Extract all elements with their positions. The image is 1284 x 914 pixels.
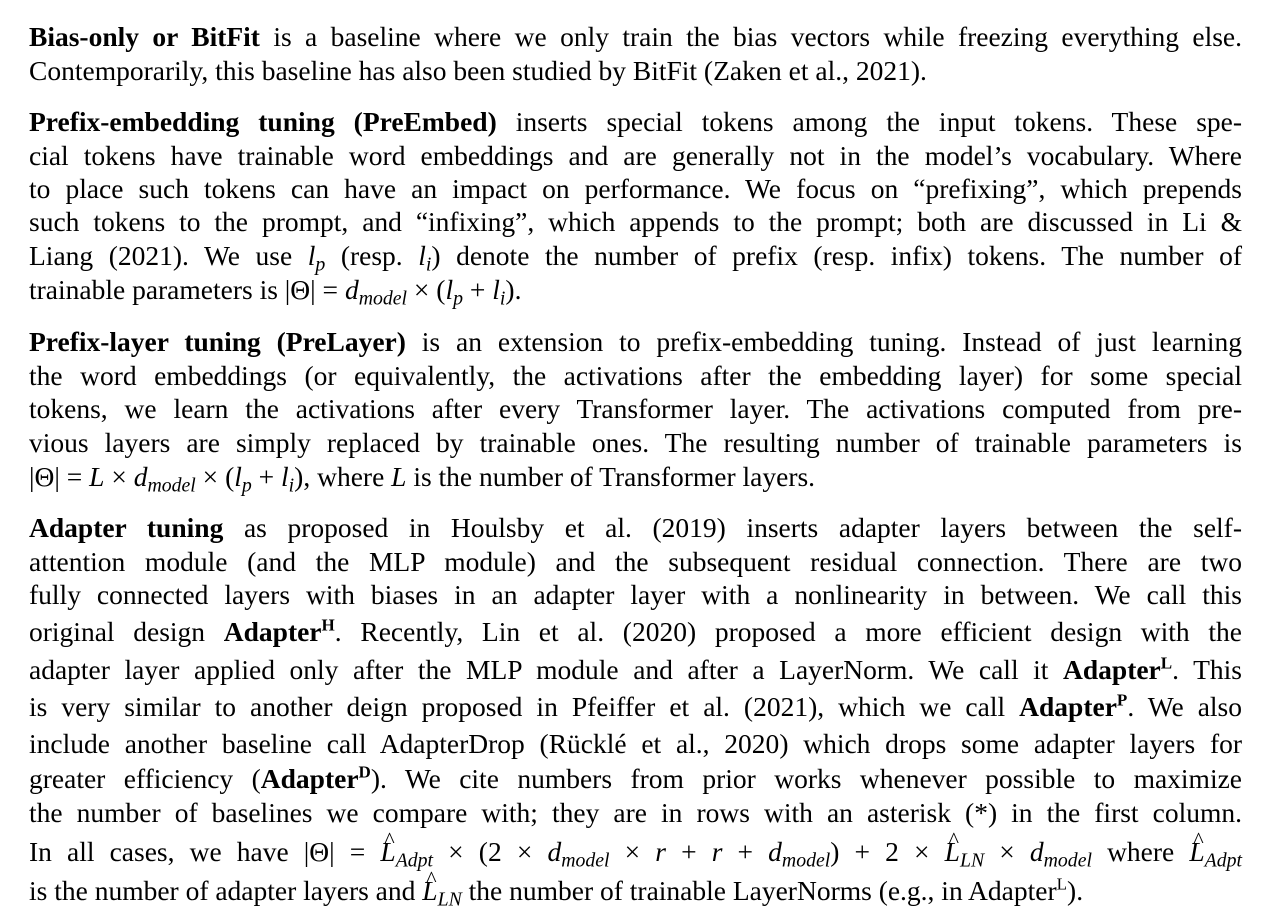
citation-houlsby-2019[interactable]: Houlsby et al. (2019) bbox=[450, 512, 726, 543]
para-preembed-line-1: Prefix-embedding tuning (PreEmbed) inserts special tokens among the input tokens. These spe- bbox=[29, 106, 1243, 137]
heading-bias-only-bitfit: Bias-only or BitFit bbox=[29, 21, 260, 52]
math-L: L bbox=[391, 461, 407, 492]
term-adapter-l: Adapter$^L$ bbox=[1063, 653, 1173, 685]
para-preembed-line-6: trainable parameters is $|\Theta| = d_{model} \times (l_p + l_i)$. bbox=[29, 274, 522, 310]
term-adapter-p: Adapter$^P$ bbox=[1019, 690, 1128, 722]
math-preembed-param-count: $|\Theta| = d_{model} \times (l_p + l_i)$ bbox=[284, 274, 515, 310]
heading-prefix-embedding-tuning: Prefix-embedding tuning (PreEmbed) bbox=[29, 106, 497, 137]
math-lp: $l_p$ bbox=[307, 240, 326, 276]
math-L-ln: ^ $L_{LN}$ bbox=[422, 875, 462, 906]
term-adapter-d: Adapter$^D$ bbox=[260, 762, 371, 794]
para-prelayer-line-2: the word embeddings (or equivalently, the activations after the embedding layer) for some special bbox=[29, 360, 1242, 391]
para-adapter-line-8: greater efficiency (Adapter$^D$). We cite numbers from prior works whenever possible to maximize bbox=[29, 762, 1242, 794]
para-bitfit-line-2: Contemporarily, this baseline has also been studied by BitFit (Zaken et al., 2021). bbox=[29, 55, 927, 86]
para-prelayer-line-4: vious layers are simply replaced by trainable ones. The resulting number of trainable parameters is bbox=[29, 427, 1242, 458]
math-adapter-param-count: |Θ| = ^ $L_{Adpt} \times (2 \times d_{model} \times r + r + d_{model}) + 2$ × ^ $L_{LN} \times d_{model}$ bbox=[304, 836, 1092, 867]
para-adapter-line-1: Adapter tuning as proposed in Houlsby et al. (2019) inserts adapter layers between the self- bbox=[29, 512, 1242, 543]
citation-li-liang-2021-part2[interactable]: Liang (2021) bbox=[29, 240, 183, 271]
citation-pfeiffer-2021[interactable]: Pfeiffer et al. (2021) bbox=[571, 691, 818, 722]
citation-lin-2020[interactable]: Lin et al. (2020) bbox=[481, 616, 697, 647]
citation-ruckle-2020[interactable]: Rücklé et al., 2020 bbox=[548, 728, 780, 759]
para-prelayer-line-3: tokens, we learn the activations after every Transformer layer. The activations computed from pre- bbox=[29, 393, 1242, 424]
para-adapter-line-2: attention module (and the MLP module) and the subsequent residual connection. There are two bbox=[29, 546, 1242, 577]
citation-li-liang-2021-part1[interactable]: Li & bbox=[1182, 206, 1242, 237]
term-adapter-h: Adapter$^H$ bbox=[223, 615, 335, 647]
superscript-l: L bbox=[1056, 874, 1068, 894]
heading-adapter-tuning: Adapter tuning bbox=[29, 512, 224, 543]
para-prelayer-line-1: Prefix-layer tuning (PreLayer) is an extension to prefix-embedding tuning. Instead of just learning bbox=[29, 326, 1242, 357]
para-preembed-line-5: Liang (2021). We use $l_p$ (resp. $l_i$) denote the number of prefix (resp. infix) tokens. The number of bbox=[29, 240, 1242, 276]
para-adapter-line-10: In all cases, we have |Θ| = ^ $L_{Adpt} \times (2 \times d_{model} \times r + r + d_{model}) + 2$ × ^ $L_{LN} \times d_{model}$ where ^ $L_{Adpt}$ bbox=[29, 835, 1242, 869]
para-bitfit-line-1: Bias-only or BitFit is a baseline where we only train the bias vectors while freezing everything else. bbox=[29, 21, 1242, 52]
citation-zaken-2021[interactable]: Zaken et al., 2021 bbox=[713, 55, 911, 86]
para-adapter-line-5: adapter layer applied only after the MLP module and after a LayerNorm. We call it Adapter$^L$. This bbox=[29, 653, 1242, 685]
para-adapter-line-7: include another baseline call AdapterDrop (Rücklé et al., 2020) which drops some adapter layers for bbox=[29, 728, 1243, 759]
para-preembed-line-4: such tokens to the prompt, and “infixing”, which appends to the prompt; both are discussed in Li & bbox=[29, 206, 1242, 237]
para-prelayer-line-5: $|\Theta| = L \times d_{model} \times (l_p + l_i)$, where L is the number of Transformer layers. bbox=[29, 461, 816, 497]
para-adapter-line-4: original design Adapter$^H$. Recently, Lin et al. (2020) proposed a more efficient design with the bbox=[29, 615, 1242, 647]
math-L-adpt: ^ $L_{Adpt}$ bbox=[1189, 836, 1242, 867]
para-preembed-line-2: cial tokens have trainable word embeddings and are generally not in the model’s vocabulary. Where bbox=[29, 140, 1242, 171]
heading-prefix-layer-tuning: Prefix-layer tuning (PreLayer) bbox=[29, 326, 406, 357]
para-adapter-line-9: the number of baselines we compare with; they are in rows with an asterisk (*) in the first column. bbox=[29, 797, 1242, 828]
para-adapter-line-6: is very similar to another deign proposed in Pfeiffer et al. (2021), which we call Adapter$^P$. We also bbox=[29, 690, 1242, 722]
math-prelayer-param-count: $|\Theta| = L \times d_{model} \times (l_p + l_i)$ bbox=[29, 461, 304, 497]
para-adapter-line-11: is the number of adapter layers and ^ $L_{LN}$ the number of trainable LayerNorms (e.g., in Adapter$^L$). bbox=[29, 874, 1242, 908]
para-preembed-line-3: to place such tokens can have an impact on performance. We focus on “prefixing”, which prepends bbox=[29, 173, 1242, 204]
math-li: $l_i$ bbox=[418, 240, 432, 276]
para-adapter-line-3: fully connected layers with biases in an adapter layer with a nonlinearity in between. We call this bbox=[29, 579, 1242, 610]
